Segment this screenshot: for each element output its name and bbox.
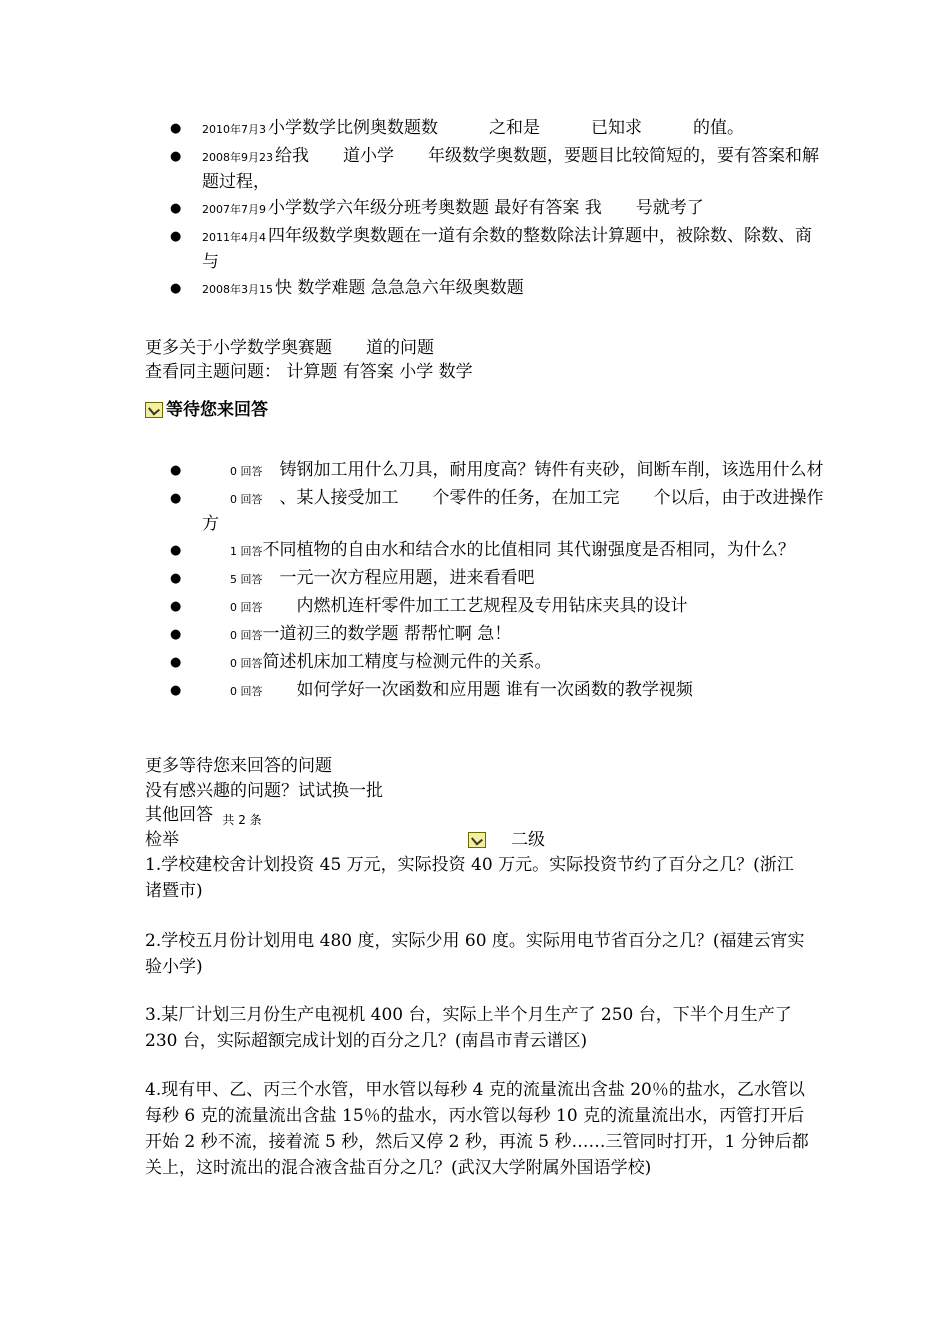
answer-count: 5 回答 (230, 573, 263, 586)
bullet-icon: ● (170, 543, 182, 558)
bullet-icon: ● (170, 599, 182, 614)
bullet-icon: ● (170, 149, 182, 164)
list-item[interactable] (148, 538, 828, 564)
list-item[interactable] (148, 650, 828, 676)
level-text: 二级 (511, 830, 545, 850)
answer-count: 0 回答 (230, 629, 263, 642)
list-item[interactable] (148, 622, 828, 648)
bullet-icon: ● (170, 229, 182, 244)
list-item[interactable] (148, 594, 828, 620)
waiting-heading (145, 398, 268, 422)
question-link[interactable]: 铸钢加工用什么刀具，耐用度高？铸件有夹砂，间断车削，该选用什么材 (279, 460, 824, 480)
answer-icon (145, 402, 163, 418)
answer-paragraph: 3.某厂计划三月份生产电视机 400 台，实际上半个月生产了 250 台，下半个月生产了 230 台，实际超额完成计划的百分之几？(南昌市青云谱区) (145, 1005, 792, 1051)
total-count: 共 2 条 (222, 813, 262, 827)
question-link[interactable]: 一道初三的数学题 帮帮忙啊 急！ (262, 624, 512, 644)
bullet-icon: ● (170, 281, 182, 296)
question-link[interactable]: 不同植物的自由水和结合水的比值相同 其代谢强度是否相同，为什么？ (262, 540, 795, 560)
user-icon (468, 832, 486, 848)
answer-count: 0 回答 (230, 685, 263, 698)
question-date: 2011年4月4 (202, 231, 266, 244)
bullet-icon: ● (170, 463, 182, 478)
more-waiting-link[interactable]: 更多等待您来回答的问题 (145, 756, 332, 776)
question-link[interactable]: 快 数学难题 急急急六年级奥数题 (275, 278, 524, 298)
bullet-icon: ● (170, 571, 182, 586)
related-questions-list (148, 116, 828, 304)
list-item[interactable] (148, 144, 828, 194)
bullet-icon: ● (170, 491, 182, 506)
question-link[interactable]: 小学数学比例奥数题数 之和是 已知求 的值。 (268, 118, 744, 138)
question-link[interactable]: 一元一次方程应用题，进来看看吧 (279, 568, 535, 588)
waiting-heading-text: 等待您来回答 (166, 400, 268, 420)
question-link[interactable]: 、某人接受加工 个零件的任务，在加工完 个以后，由于改进操作方 (202, 488, 824, 534)
other-answers-title (145, 803, 262, 828)
list-item[interactable] (148, 458, 828, 484)
question-link[interactable]: 内燃机连杆零件加工工艺规程及专用钻床夹具的设计 (296, 596, 688, 616)
question-link[interactable]: 小学数学六年级分班考奥数题 最好有答案 我 号就考了 (268, 198, 704, 218)
question-date: 2008年3月15 (202, 283, 273, 296)
list-item[interactable] (148, 116, 828, 142)
question-link[interactable]: 给我 道小学 年级数学奥数题，要题目比较简短的，要有答案和解题过程， (202, 146, 819, 192)
other-answers-label: 其他回答 (145, 805, 213, 825)
bullet-icon: ● (170, 121, 182, 136)
bullet-icon: ● (170, 683, 182, 698)
question-link[interactable]: 四年级数学奥数题在一道有余数的整数除法计算题中，被除数、除数、商与 (202, 226, 812, 272)
same-topic-line[interactable]: 查看同主题问题： 计算题 有答案 小学 数学 (145, 362, 473, 382)
list-item[interactable] (148, 486, 828, 536)
bullet-icon: ● (170, 627, 182, 642)
list-item[interactable] (148, 678, 828, 704)
report-link[interactable]: 检举 (145, 830, 179, 850)
answer-count: 0 回答 (230, 601, 263, 614)
question-link[interactable]: 如何学好一次函数和应用题 谁有一次函数的教学视频 (296, 680, 693, 700)
answer-paragraph: 4.现有甲、乙、丙三个水管，甲水管以每秒 4 克的流量流出含盐 20％的盐水，乙水管以每秒 6 克的流量流出含盐 15％的盐水，丙水管以每秒 10 克的流量流出水，丙管打开后开始 2 秒不流，接着流 5 秒，然后又停 2 秒，再流 5 秒……三管同时打开，1 分钟后都关上，这时流出的混合液含盐百分之几？(武汉大学附属外国语学校) (145, 1080, 809, 1178)
list-item[interactable] (148, 196, 828, 222)
list-item[interactable] (148, 566, 828, 592)
answer-count: 0 回答 (230, 657, 263, 670)
user-level (468, 828, 545, 852)
answer-count: 0 回答 (230, 493, 263, 506)
question-date: 2007年7月9 (202, 203, 266, 216)
list-item[interactable] (148, 224, 828, 274)
answer-paragraph: 1.学校建校舍计划投资 45 万元，实际投资 40 万元。实际投资节约了百分之几？(浙江诸暨市) (145, 855, 794, 901)
bullet-icon: ● (170, 655, 182, 670)
list-item[interactable] (148, 276, 828, 302)
answer-paragraph: 2.学校五月份计划用电 480 度，实际少用 60 度。实际用电节省百分之几？(福建云宵实验小学) (145, 931, 805, 977)
question-date: 2010年7月3 (202, 123, 266, 136)
question-date: 2008年9月23 (202, 151, 273, 164)
bullet-icon: ● (170, 201, 182, 216)
waiting-questions-list (148, 458, 828, 706)
more-related-link[interactable]: 更多关于小学数学奥赛题 道的问题 (145, 338, 434, 358)
answer-count: 0 回答 (230, 465, 263, 478)
try-change-link[interactable]: 没有感兴趣的问题？试试换一批 (145, 781, 383, 801)
question-link[interactable]: 简述机床加工精度与检测元件的关系。 (262, 652, 552, 672)
answer-count: 1 回答 (230, 545, 263, 558)
